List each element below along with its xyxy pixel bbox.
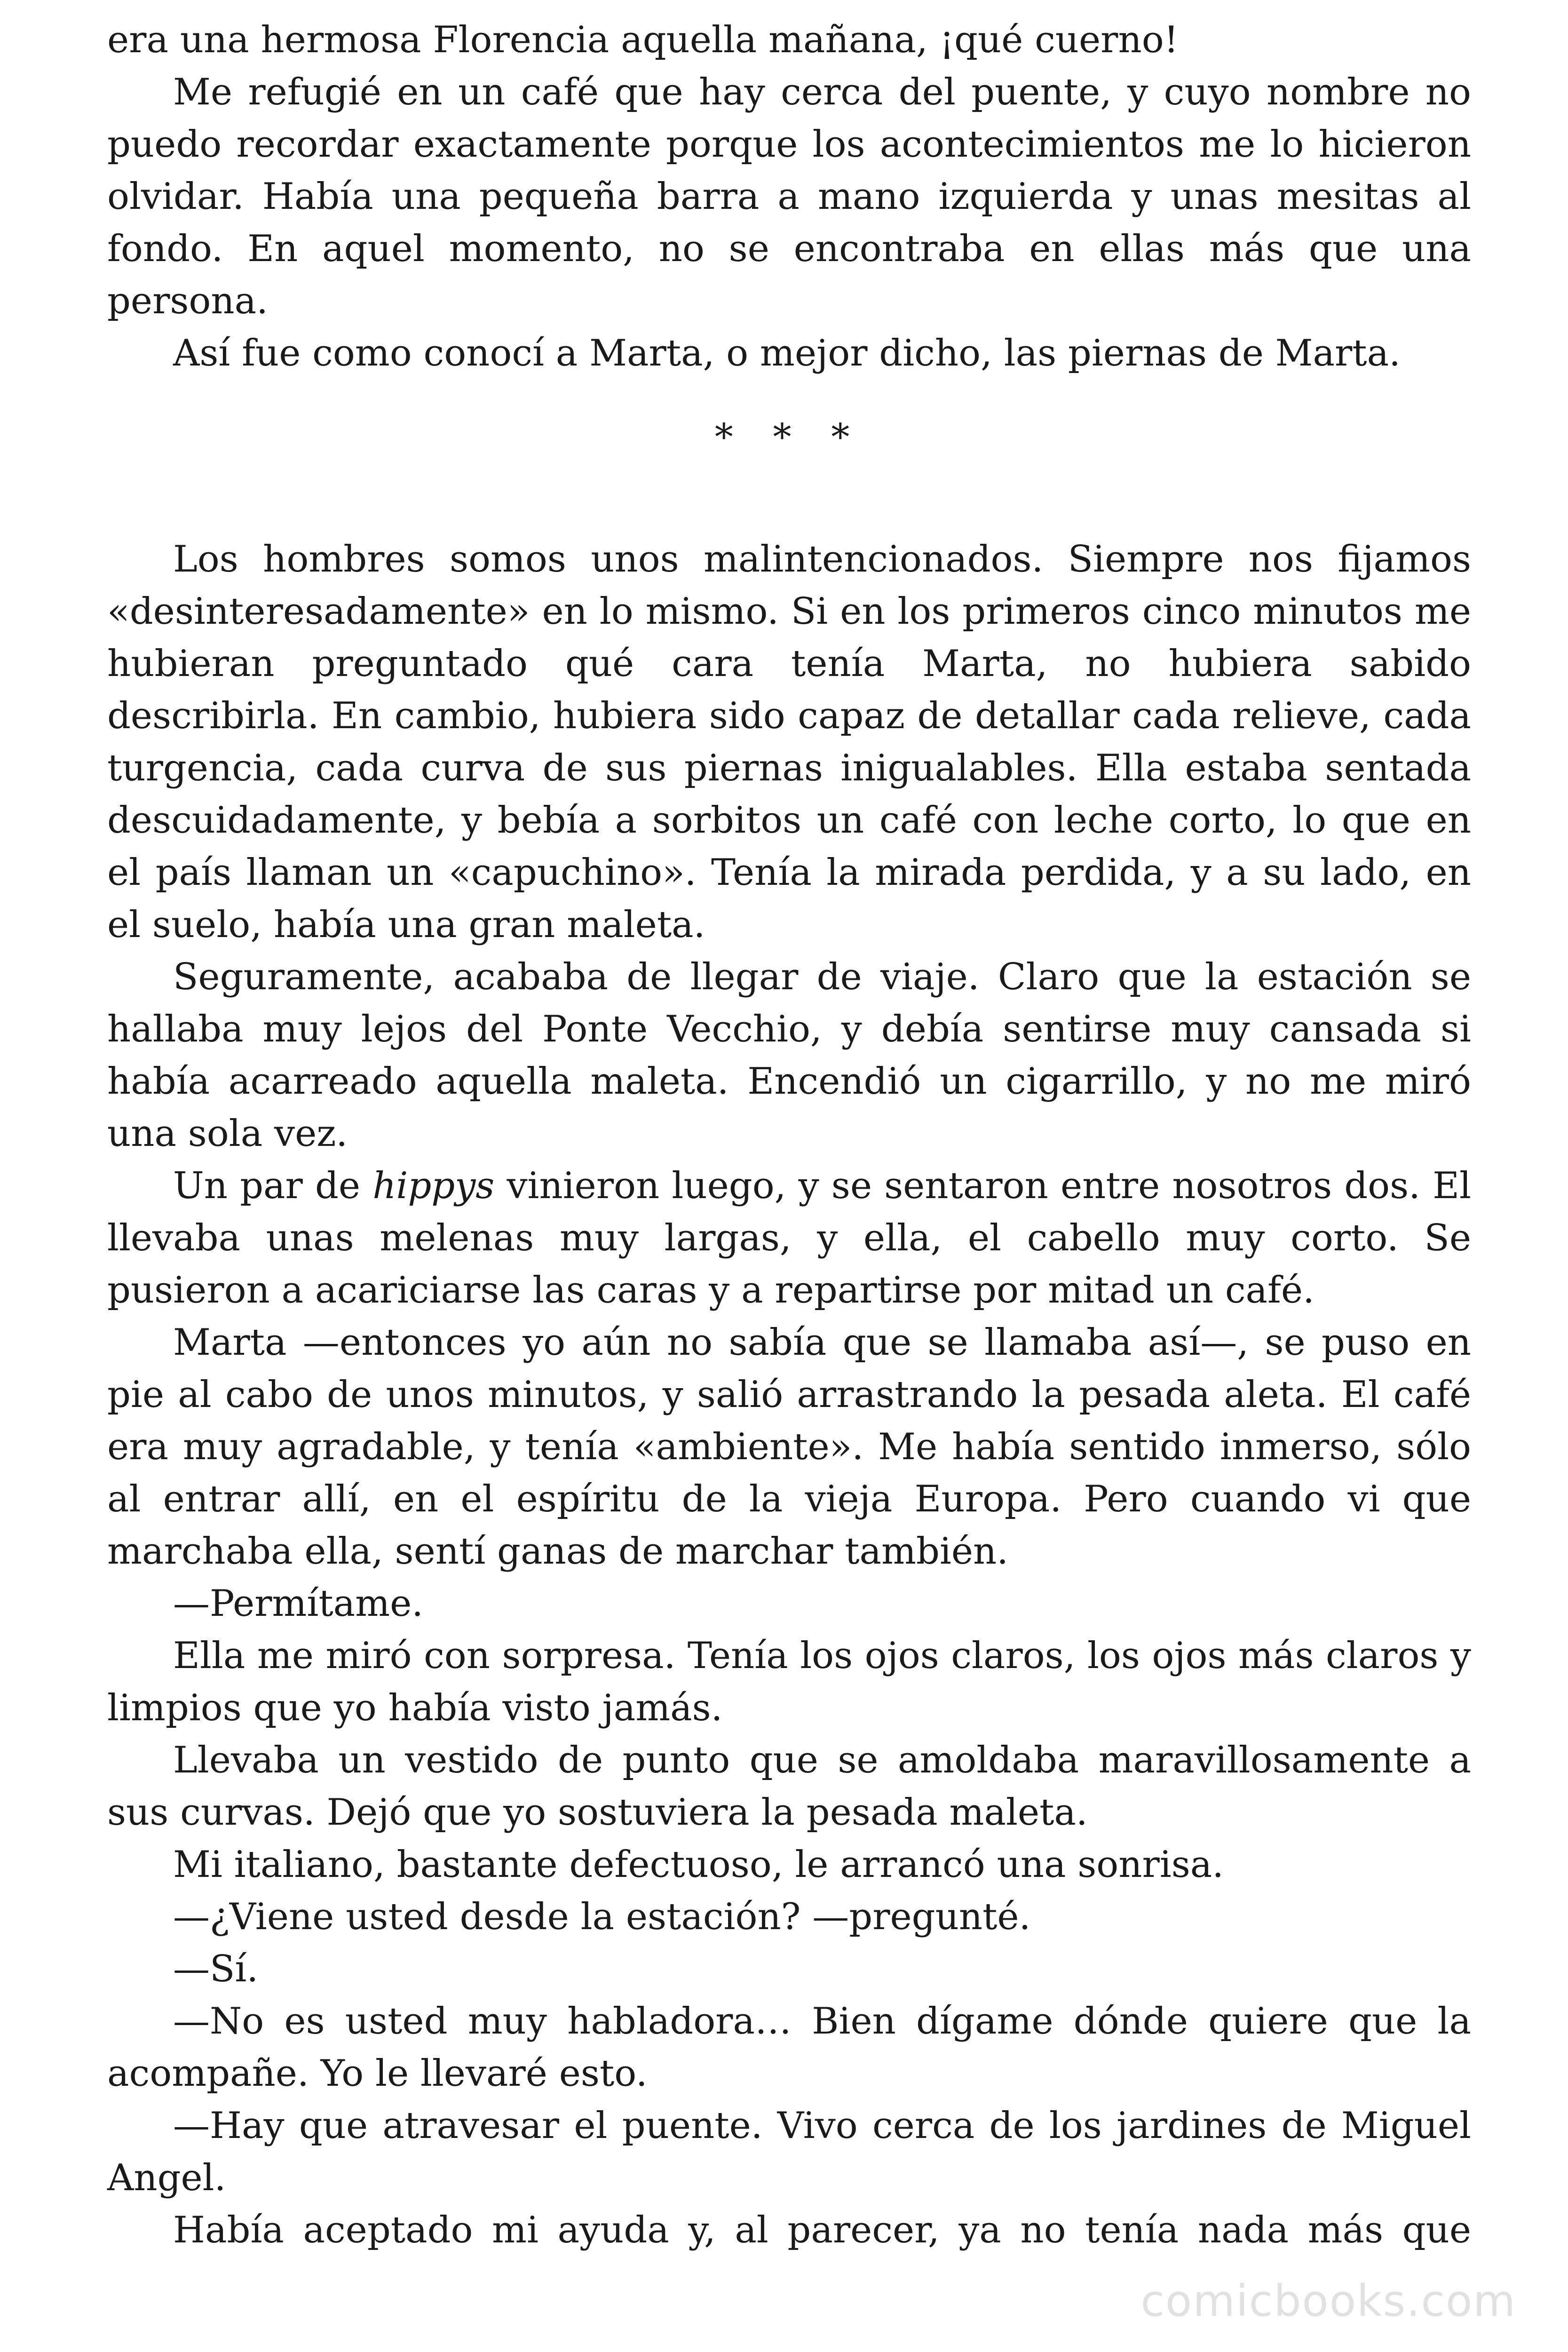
section-separator: * * * bbox=[714, 416, 864, 459]
book-page bbox=[107, 14, 1471, 2257]
paragraph-cafe: Me refugié en un café que hay cerca del puente, y cuyo nombre no puedo recordar exactamente porque los acontecimientos me lo hicieron olvidar. Había una pequeña barra a mano izquierda y unas mesitas al fondo. En aquel momento, no se encontraba en ellas más que una persona. bbox=[107, 71, 1471, 322]
paragraph-dress: Llevaba un vestido de punto que se amoldaba maravillosamente a sus curvas. Dejó que yo sostuviera la pesada maleta. bbox=[107, 1739, 1471, 1834]
paragraph-travel: Seguramente, acababa de llegar de viaje. Claro que la estación se hallaba muy lejos del Ponte Vecchio, y debía sentirse muy cansada si había acarreado aquella maleta. Encendió un cigarrillo, y no me miró una sola vez. bbox=[107, 956, 1471, 1155]
hippys-after: vinieron luego, y se sentaron entre nosotros dos. El llevaba unas melenas muy largas, y ella, el cabello muy corto. Se pusieron a acariciarse las caras y a repartirse por mitad un café. bbox=[107, 1165, 1471, 1311]
paragraph-hippys bbox=[107, 1160, 1471, 1317]
dialogue-permitame: —Permítame. bbox=[173, 1582, 424, 1625]
hippys-before: Un par de bbox=[173, 1165, 373, 1207]
paragraph-accepted-help: Había aceptado mi ayuda y, al parecer, ya no tenía nada más que bbox=[173, 2209, 1471, 2251]
dialogue-si: —Sí. bbox=[173, 1948, 259, 1990]
paragraph-marta-legs: Así fue como conocí a Marta, o mejor dicho, las piernas de Marta. bbox=[173, 332, 1401, 374]
paragraph-opening-line: era una hermosa Florencia aquella mañana, ¡qué cuerno! bbox=[107, 19, 1179, 61]
paragraph-surprise: Ella me miró con sorpresa. Tenía los ojos claros, los ojos más claros y limpios que yo había visto jamás. bbox=[107, 1635, 1471, 1729]
paragraph-men: Los hombres somos unos malintencionados. Siempre nos fijamos «desinteresadamente» en lo mismo. Si en los primeros cinco minutos me hubieran preguntado qué cara tenía Marta, no hubiera sabido describirla. En cambio, hubiera sido capaz de detallar cada relieve, cada turgencia, cada curva de sus piernas inigualables. Ella estaba sentada descuidadamente, y bebía a sorbitos un café con leche corto, lo que en el país llaman un «capuchino». Tenía la mirada perdida, y a su lado, en el suelo, había una gran maleta. bbox=[107, 538, 1471, 946]
dialogue-habladora: —No es usted muy habladora… Bien dígame dónde quiere que la acompañe. Yo le llevaré esto. bbox=[107, 2000, 1471, 2095]
paragraph-marta-leaves: Marta —entonces yo aún no sabía que se llamaba así—, se puso en pie al cabo de unos minutos, y salió arrastrando la pesada aleta. El café era muy agradable, y tenía «ambiente». Me había sentido inmerso, sólo al entrar allí, en el espíritu de la vieja Europa. Pero cuando vi que marchaba ella, sentí ganas de marchar también. bbox=[107, 1321, 1471, 1573]
hippys-italic: hippys bbox=[372, 1165, 495, 1207]
dialogue-station: —¿Viene usted desde la estación? —pregunté. bbox=[173, 1896, 1031, 1938]
watermark-text: comicbooks.com bbox=[1140, 2276, 1516, 2326]
dialogue-bridge: —Hay que atravesar el puente. Vivo cerca de los jardines de Miguel Angel. bbox=[107, 2105, 1471, 2199]
paragraph-italian: Mi italiano, bastante defectuoso, le arrancó una sonrisa. bbox=[173, 1843, 1224, 1886]
